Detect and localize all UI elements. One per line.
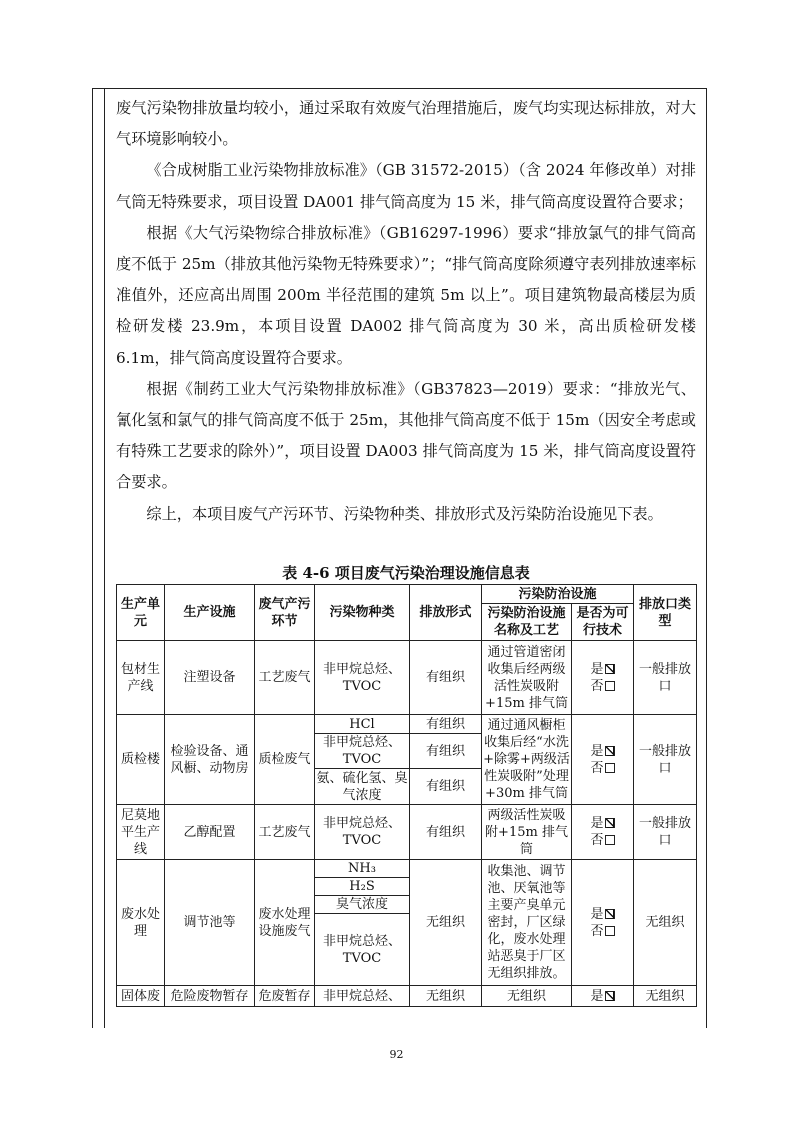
checkbox-empty-icon: [605, 763, 615, 773]
cell-pollutant: HCl: [315, 715, 410, 734]
cell-emission: 无组织: [410, 986, 482, 1007]
cell-unit: 废水处理: [117, 860, 165, 986]
cell-emission: 有组织: [410, 715, 482, 734]
paragraph: 《合成树脂工业污染物排放标准》（GB 31572-2015）（含 2024 年修改单）对排气筒无特殊要求，项目设置 DA001 排气筒高度为 15 米，排气筒高度设置符合要求；: [116, 161, 696, 211]
cell-control: 两级活性炭吸附+15m 排气筒: [482, 805, 572, 860]
cell-feasible: [572, 641, 634, 715]
cell-stage: 危废暂存: [255, 986, 315, 1007]
cell-stage: 质检废气: [255, 715, 315, 805]
checkbox-empty-icon: [605, 681, 615, 691]
cell-emission: 有组织: [410, 734, 482, 769]
cell-control: 无组织: [482, 986, 572, 1007]
header-facility: 生产设施: [165, 585, 255, 641]
cell-facility: 检验设备、通风橱、动物房: [165, 715, 255, 805]
checkbox-empty-icon: [605, 926, 615, 936]
cell-unit: 质检楼: [117, 715, 165, 805]
header-control-name: 污染防治设施名称及工艺: [482, 604, 572, 641]
checkbox-checked-icon: [605, 909, 615, 919]
cell-outlet: 一般排放口: [634, 715, 697, 805]
cell-stage: 工艺废气: [255, 641, 315, 715]
header-stage: 废气产污环节: [255, 585, 315, 641]
cell-control: 收集池、调节池、厌氧池等主要产臭单元密封，厂区绿化，废水处理站恶臭于厂区无组织排放。: [482, 860, 572, 986]
paragraph: 综上，本项目废气产污环节、污染物种类、排放形式及污染防治设施见下表。: [146, 504, 663, 523]
header-pollutant: 污染物种类: [315, 585, 410, 641]
cell-pollutant: 臭气浓度: [315, 896, 410, 914]
table-row: [117, 860, 697, 878]
cell-feasible: [572, 860, 634, 986]
cell-feasible: [572, 986, 634, 1007]
checkbox-empty-icon: [605, 835, 615, 845]
cell-control: 通过通风橱柜收集后经“水洗+除雾+两级活性炭吸附”处理+30m 排气筒: [482, 715, 572, 805]
header-emission: 排放形式: [410, 585, 482, 641]
yes-label: 是: [590, 661, 604, 677]
cell-pollutant: 非甲烷总烃、TVOC: [315, 805, 410, 860]
cell-outlet: 无组织: [634, 986, 697, 1007]
no-label: 否: [590, 678, 604, 694]
checkbox-checked-icon: [605, 991, 615, 1001]
cell-emission: 无组织: [410, 860, 482, 986]
frame-divider: [104, 88, 105, 1028]
cell-pollutant: H₂S: [315, 878, 410, 896]
yes-label: 是: [590, 816, 604, 831]
cell-feasible: [572, 805, 634, 860]
cell-pollutant: 氨、硫化氢、臭气浓度: [316, 770, 408, 803]
cell-outlet: 一般排放口: [634, 805, 697, 860]
cell-outlet: 一般排放口: [634, 641, 697, 715]
table-row: [117, 986, 697, 1007]
table-caption: 表 4-6 项目废气污染治理设施信息表: [282, 564, 530, 582]
yes-label: 是: [590, 988, 604, 1004]
cell-facility: 乙醇配置: [165, 805, 255, 860]
cell-outlet: 无组织: [634, 860, 697, 986]
header-control: 污染防治设施: [482, 585, 634, 604]
header-outlet: 排放口类型: [634, 585, 697, 641]
checkbox-checked-icon: [605, 746, 615, 756]
cell-emission: 有组织: [410, 769, 482, 805]
cell-stage: 工艺废气: [255, 805, 315, 860]
cell-feasible: [572, 715, 634, 805]
cell-facility: 调节池等: [165, 860, 255, 986]
paragraph: 根据《大气污染物综合排放标准》（GB16297-1996）要求“排放氯气的排气筒高度不低于 25m（排放其他污染物无特殊要求）”；“排气筒高度除须遵守表列排放速率标准值外，还应高出周围 200m 半径范围的建筑 5m 以上”。项目建筑物最高楼层为质检研发楼 23.9m，本项目设置 DA002 排气筒高度为 30 米，高出质检研发楼 6.1m，排气筒高度设置符合要求。: [116, 223, 696, 367]
cell-unit: 包材生产线: [117, 641, 165, 715]
cell-control: 通过管道密闭收集后经两级活性炭吸附+15m 排气筒: [482, 641, 572, 715]
no-label: 否: [590, 833, 604, 848]
cell-facility: 危险废物暂存: [165, 986, 255, 1007]
table-row: [117, 641, 697, 715]
cell-stage: 废水处理设施废气: [255, 860, 315, 986]
body-text: [116, 93, 696, 530]
pollution-control-table: [116, 584, 697, 1007]
paragraph: 根据《制药工业大气污染物排放标准》（GB37823—2019）要求：“排放光气、氰化氢和氯气的排气筒高度不低于 25m，其他排气筒高度不低于 15m（因安全考虑或有特殊工艺要求的除外）”，项目设置 DA003 排气筒高度为 15 米，排气筒高度设置符合要求。: [116, 379, 696, 492]
cell-pollutant: 非甲烷总烃、: [315, 986, 410, 1007]
table-row: [117, 715, 697, 734]
cell-emission: 有组织: [410, 641, 482, 715]
header-unit: 生产单元: [117, 585, 165, 641]
cell-pollutant: NH₃: [315, 860, 410, 878]
cell-pollutant: 非甲烷总烃、TVOC: [315, 914, 410, 986]
yes-label: 是: [590, 906, 604, 922]
checkbox-checked-icon: [605, 818, 615, 828]
checkbox-checked-icon: [605, 664, 615, 674]
yes-label: 是: [590, 743, 604, 759]
cell-pollutant: 非甲烷总烃、TVOC: [315, 734, 410, 769]
cell-unit: 固体废: [117, 986, 165, 1007]
cell-emission: 有组织: [410, 805, 482, 860]
header-feasible: 是否为可行技术: [572, 604, 634, 641]
no-label: 否: [590, 760, 604, 776]
paragraph: 废气污染物排放量均较小，通过采取有效废气治理措施后，废气均实现达标排放，对大气环境影响较小。: [116, 99, 696, 149]
cell-unit: 尼莫地平生产线: [117, 805, 165, 860]
page-number: 92: [389, 1048, 404, 1061]
cell-pollutant: 非甲烷总烃、TVOC: [315, 641, 410, 715]
cell-facility: 注塑设备: [165, 641, 255, 715]
table-row: [117, 805, 697, 860]
no-label: 否: [590, 923, 604, 939]
